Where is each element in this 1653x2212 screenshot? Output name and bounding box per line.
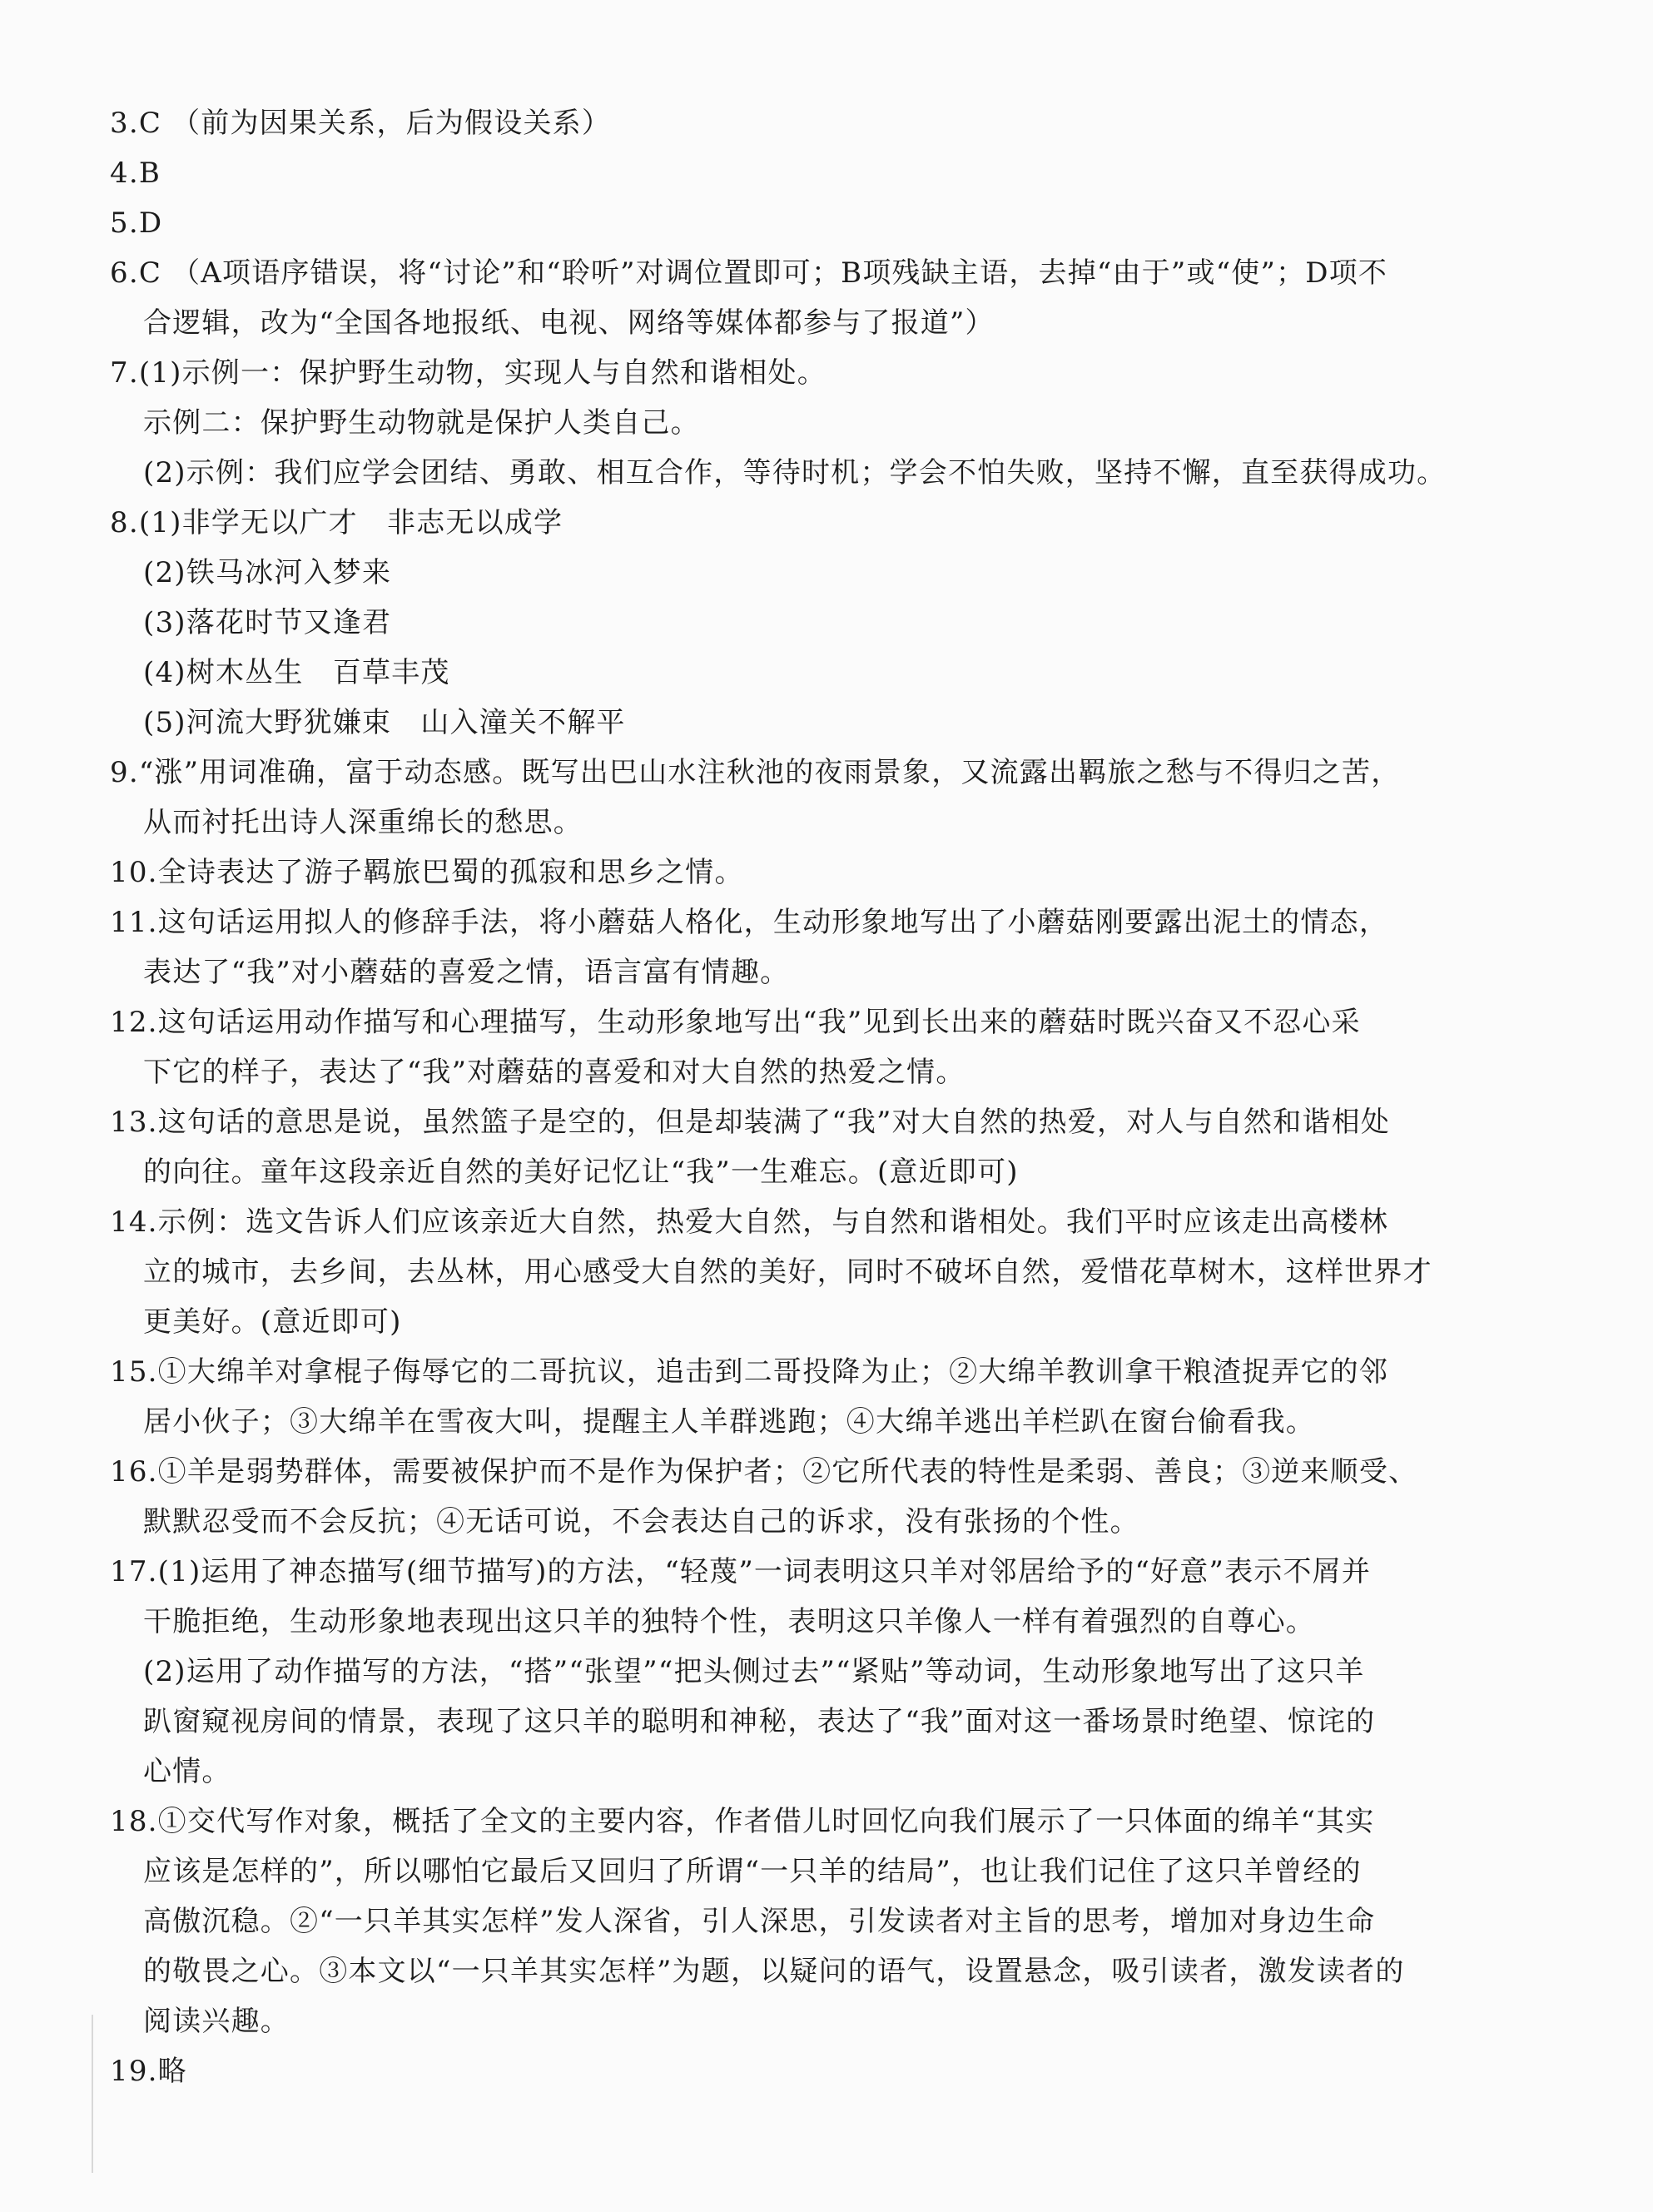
answer-line: 14.示例：选文告诉人们应该亲近大自然，热爱大自然，与自然和谐相处。我们平时应该走出高楼林 [110, 1205, 1389, 1239]
answer-line: 3.C （前为因果关系，后为假设关系） [110, 107, 612, 140]
answer-line: 4.B [110, 157, 161, 190]
answer-line: 16.①羊是弱势群体，需要被保护而不是作为保护者；②它所代表的特性是柔弱、善良；③逆来顺受、 [110, 1455, 1418, 1489]
answer-line: (5)河流大野犹嫌束 山入潼关不解平 [143, 706, 626, 739]
answer-line: 10.全诗表达了游子羁旅巴蜀的孤寂和思乡之情。 [110, 856, 744, 889]
answer-line: 的向往。童年这段亲近自然的美好记忆让“我”一生难忘。(意近即可) [143, 1156, 1019, 1189]
answer-line: 从而衬托出诗人深重绵长的愁思。 [143, 806, 583, 839]
answer-line: 居小伙子；③大绵羊在雪夜大叫，提醒主人羊群逃跑；④大绵羊逃出羊栏趴在窗台偷看我。 [143, 1405, 1315, 1439]
answer-line: 6.C （A项语序错误，将“讨论”和“聆听”对调位置即可；B项残缺主语，去掉“由于”或“使”；D项不 [110, 256, 1388, 290]
answer-line: 13.这句话的意思是说，虽然篮子是空的，但是却装满了“我”对大自然的热爱，对人与自然和谐相处 [110, 1106, 1391, 1139]
answer-line: 5.D [110, 206, 163, 240]
answer-line: 的敬畏之心。③本文以“一只羊其实怎样”为题，以疑问的语气，设置悬念，吸引读者，激发读者的 [143, 1955, 1405, 1988]
answer-line: 18.①交代写作对象，概括了全文的主要内容，作者借儿时回忆向我们展示了一只体面的绵羊“其实 [110, 1805, 1375, 1838]
answer-line: 下它的样子，表达了“我”对蘑菇的喜爱和对大自然的热爱之情。 [143, 1056, 965, 1089]
answer-line: 干脆拒绝，生动形象地表现出这只羊的独特个性，表明这只羊像人一样有着强烈的自尊心。 [143, 1605, 1315, 1638]
answer-line: 立的城市，去乡间，去丛林，用心感受大自然的美好，同时不破坏自然，爱惜花草树木，这样世界才 [143, 1255, 1432, 1289]
answer-line: 阅读兴趣。 [143, 2005, 290, 2038]
answer-line: 趴窗窥视房间的情景，表现了这只羊的聪明和神秘，表达了“我”面对这一番场景时绝望、惊诧的 [143, 1705, 1376, 1738]
answer-line: 19.略 [110, 2055, 187, 2088]
answer-line: (2)铁马冰河入梦来 [143, 556, 392, 589]
answer-line: 更美好。(意近即可) [143, 1305, 402, 1339]
answer-line: 合逻辑，改为“全国各地报纸、电视、网络等媒体都参与了报道”） [143, 306, 995, 340]
answer-line: 15.①大绵羊对拿棍子侮辱它的二哥抗议，追击到二哥投降为止；②大绵羊教训拿干粮渣捉弄它的邻 [110, 1355, 1389, 1389]
answer-line: 17.(1)运用了神态描写(细节描写)的方法，“轻蔑”一词表明这只羊对邻居给予的“好意”表示不屑并 [110, 1555, 1372, 1588]
answer-line: 11.这句话运用拟人的修辞手法，将小蘑菇人格化，生动形象地写出了小蘑菇刚要露出泥土的情态， [110, 906, 1389, 939]
answer-line: 8.(1)非学无以广才 非志无以成学 [110, 506, 563, 539]
scan-edge-line [92, 2015, 93, 2173]
answer-line: (3)落花时节又逢君 [143, 606, 392, 639]
answer-line: (4)树木丛生 百草丰茂 [143, 656, 450, 689]
answer-line: (2)示例：我们应学会团结、勇敢、相互合作，等待时机；学会不怕失败，坚持不懈，直至获得成功。 [143, 456, 1447, 490]
answer-line: (2)运用了动作描写的方法，“搭”“张望”“把头侧过去”“紧贴”等动词，生动形象地写出了这只羊 [143, 1655, 1365, 1688]
answer-line: 7.(1)示例一：保护野生动物，实现人与自然和谐相处。 [110, 356, 826, 390]
answer-line: 心情。 [143, 1755, 231, 1788]
answer-line: 示例二：保护野生动物就是保护人类自己。 [143, 406, 700, 440]
answer-page [110, 98, 1475, 2096]
answer-line: 表达了“我”对小蘑菇的喜爱之情，语言富有情趣。 [143, 956, 790, 989]
answer-line: 12.这句话运用动作描写和心理描写，生动形象地写出“我”见到长出来的蘑菇时既兴奋又不忍心采 [110, 1006, 1361, 1039]
answer-line: 默默忍受而不会反抗；④无话可说，不会表达自己的诉求，没有张扬的个性。 [143, 1505, 1139, 1538]
answer-line: 9.“涨”用词准确，富于动态感。既写出巴山水注秋池的夜雨景象，又流露出羁旅之愁与不得归之苦， [110, 756, 1401, 789]
answer-line: 高傲沉稳。②“一只羊其实怎样”发人深省，引人深思，引发读者对主旨的思考，增加对身边生命 [143, 1905, 1376, 1938]
answer-line: 应该是怎样的”，所以哪怕它最后又回归了所谓“一只羊的结局”，也让我们记住了这只羊曾经的 [143, 1855, 1362, 1888]
